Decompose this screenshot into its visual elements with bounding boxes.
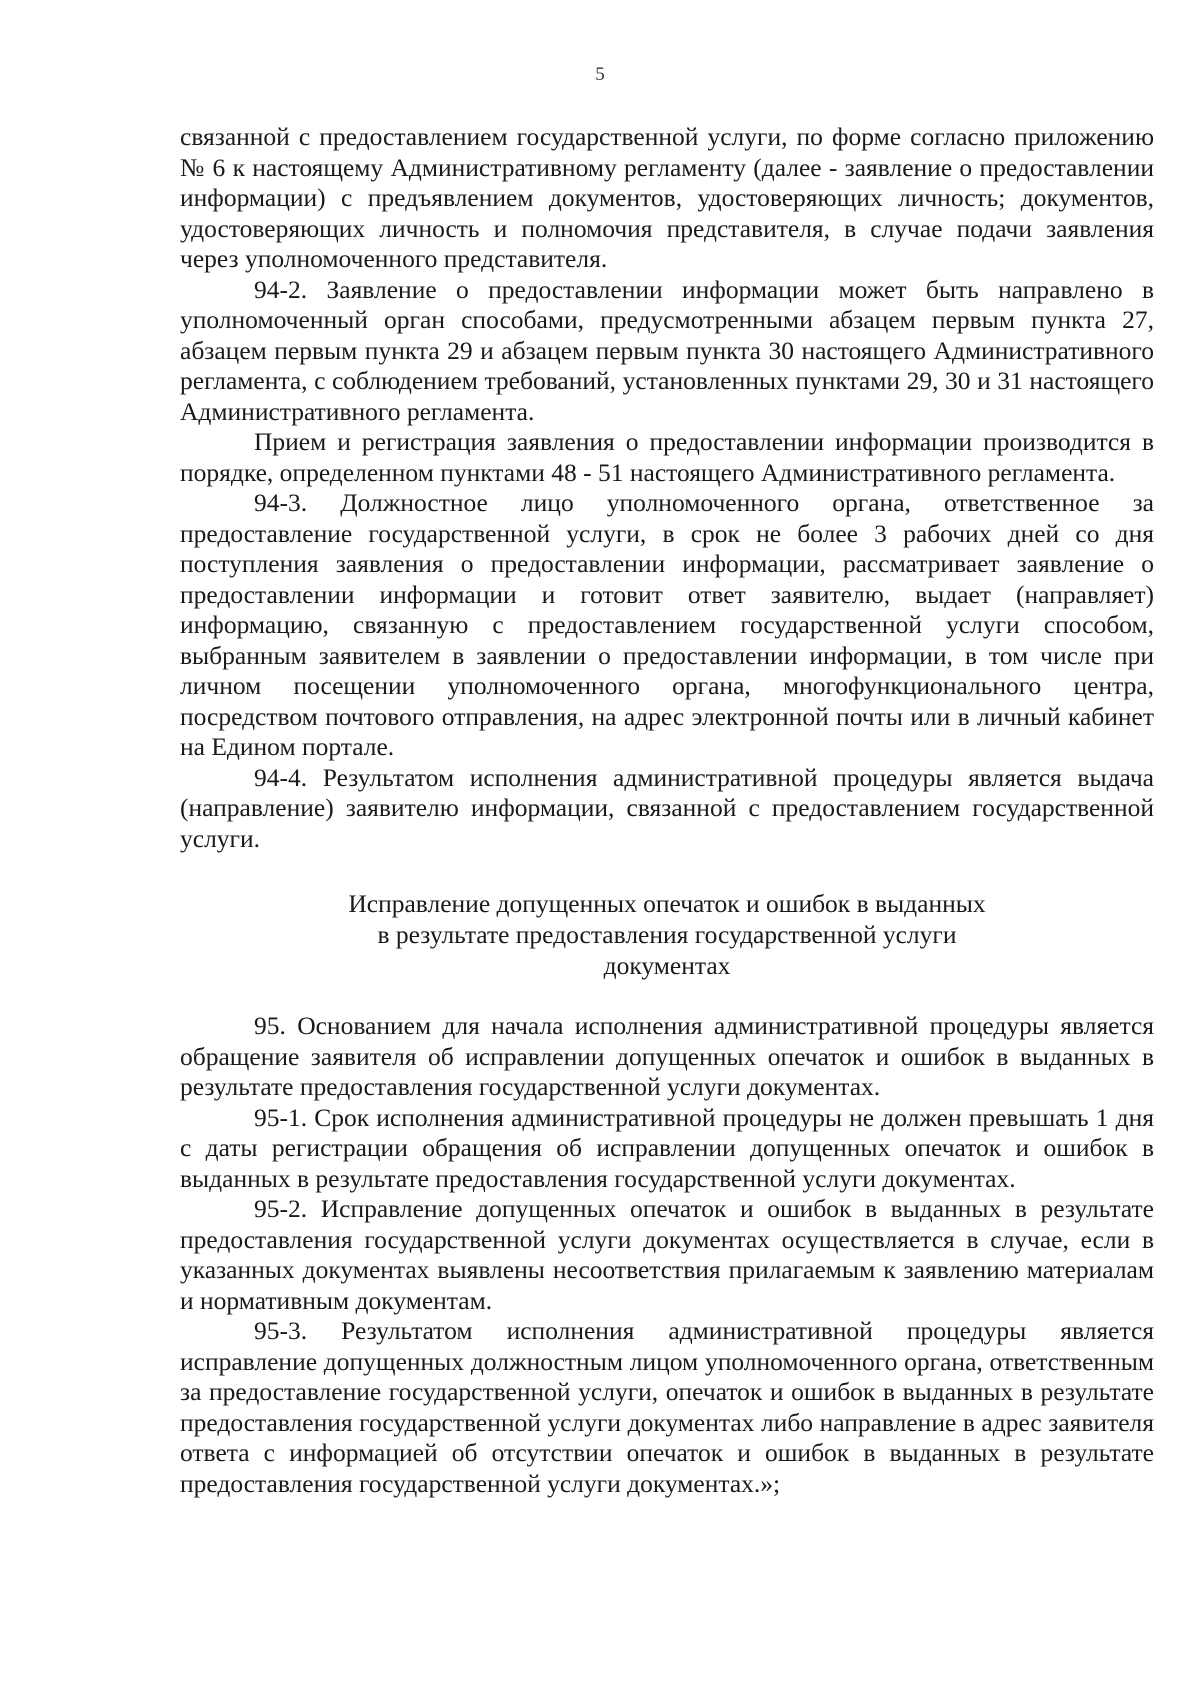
paragraph-94-2: 94-2. Заявление о предоставлении информации может быть направлено в уполномоченный орган способами, предусмотренными абзацем первым пункта 27, абзацем первым пункта 29 и абзацем первым пункта 30 настоящего Административного регламента, с соблюдением требований, установленных пунктами 29, 30 и 31 настоящего Административного регламента. bbox=[180, 274, 1154, 426]
page-number: 5 bbox=[595, 64, 605, 85]
section-heading bbox=[180, 888, 1154, 981]
paragraph-94-3: 94-3. Должностное лицо уполномоченного органа, ответственное за предоставление государственной услуги, в срок не более 3 рабочих дней со дня поступления заявления о предоставлении информации, рассматривает заявление о предоставлении информации и готовит ответ заявителю, выдает (направляет) информацию, связанную с предоставлением государственной услуги способом, выбранным заявителем в заявлении о предоставлении информации, в том числе при личном посещении уполномоченного органа, многофункционального центра, посредством почтового отправления, на адрес электронной почты или в личный кабинет на Едином портале. bbox=[180, 488, 1154, 761]
paragraph-95: 95. Основанием для начала исполнения административной процедуры является обращение заявителя об исправлении допущенных опечаток и ошибок в выданных в результате предоставления государственной услуги документах. bbox=[180, 1011, 1154, 1101]
section-heading-line: Исправление допущенных опечаток и ошибок в выданных bbox=[348, 889, 986, 918]
document-body bbox=[180, 122, 1154, 1499]
paragraph-95-2: 95-2. Исправление допущенных опечаток и ошибок в выданных в результате предоставления государственной услуги документах осуществляется в случае, если в указанных документах выявлены несоответствия прилагаемым к заявлению материалам и нормативным документам. bbox=[180, 1194, 1154, 1315]
paragraph-94-4: 94-4. Результатом исполнения административной процедуры является выдача (направление) заявителю информации, связанной с предоставлением государственной услуги. bbox=[180, 762, 1154, 853]
paragraph-continuation: связанной с предоставлением государственной услуги, по форме согласно приложению № 6 к настоящему Административному регламенту (далее - заявление о предоставлении информации) с предъявлением документов, удостоверяющих личность; документов, удостоверяющих личность и полномочия представителя, в случае подачи заявления через уполномоченного представителя. bbox=[180, 122, 1154, 273]
paragraph-95-1: 95-1. Срок исполнения административной процедуры не должен превышать 1 дня с даты регистрации обращения об исправлении допущенных опечаток и ошибок в выданных в результате предоставления государственной услуги документах. bbox=[180, 1102, 1154, 1193]
paragraph-reception: Прием и регистрация заявления о предоставлении информации производится в порядке, определенном пунктами 48 - 51 настоящего Административного регламента. bbox=[180, 427, 1154, 487]
section-heading-line: документах bbox=[603, 951, 731, 980]
section-heading-line: в результате предоставления государственной услуги bbox=[377, 920, 957, 949]
paragraph-95-3: 95-3. Результатом исполнения административной процедуры является исправление допущенных должностным лицом уполномоченного органа, ответственным за предоставление государственной услуги, опечаток и ошибок в выданных в результате предоставления государственной услуги документах либо направление в адрес заявителя ответа с информацией об отсутствии опечаток и ошибок в выданных в результате предоставления государственной услуги документах.»; bbox=[180, 1316, 1154, 1498]
